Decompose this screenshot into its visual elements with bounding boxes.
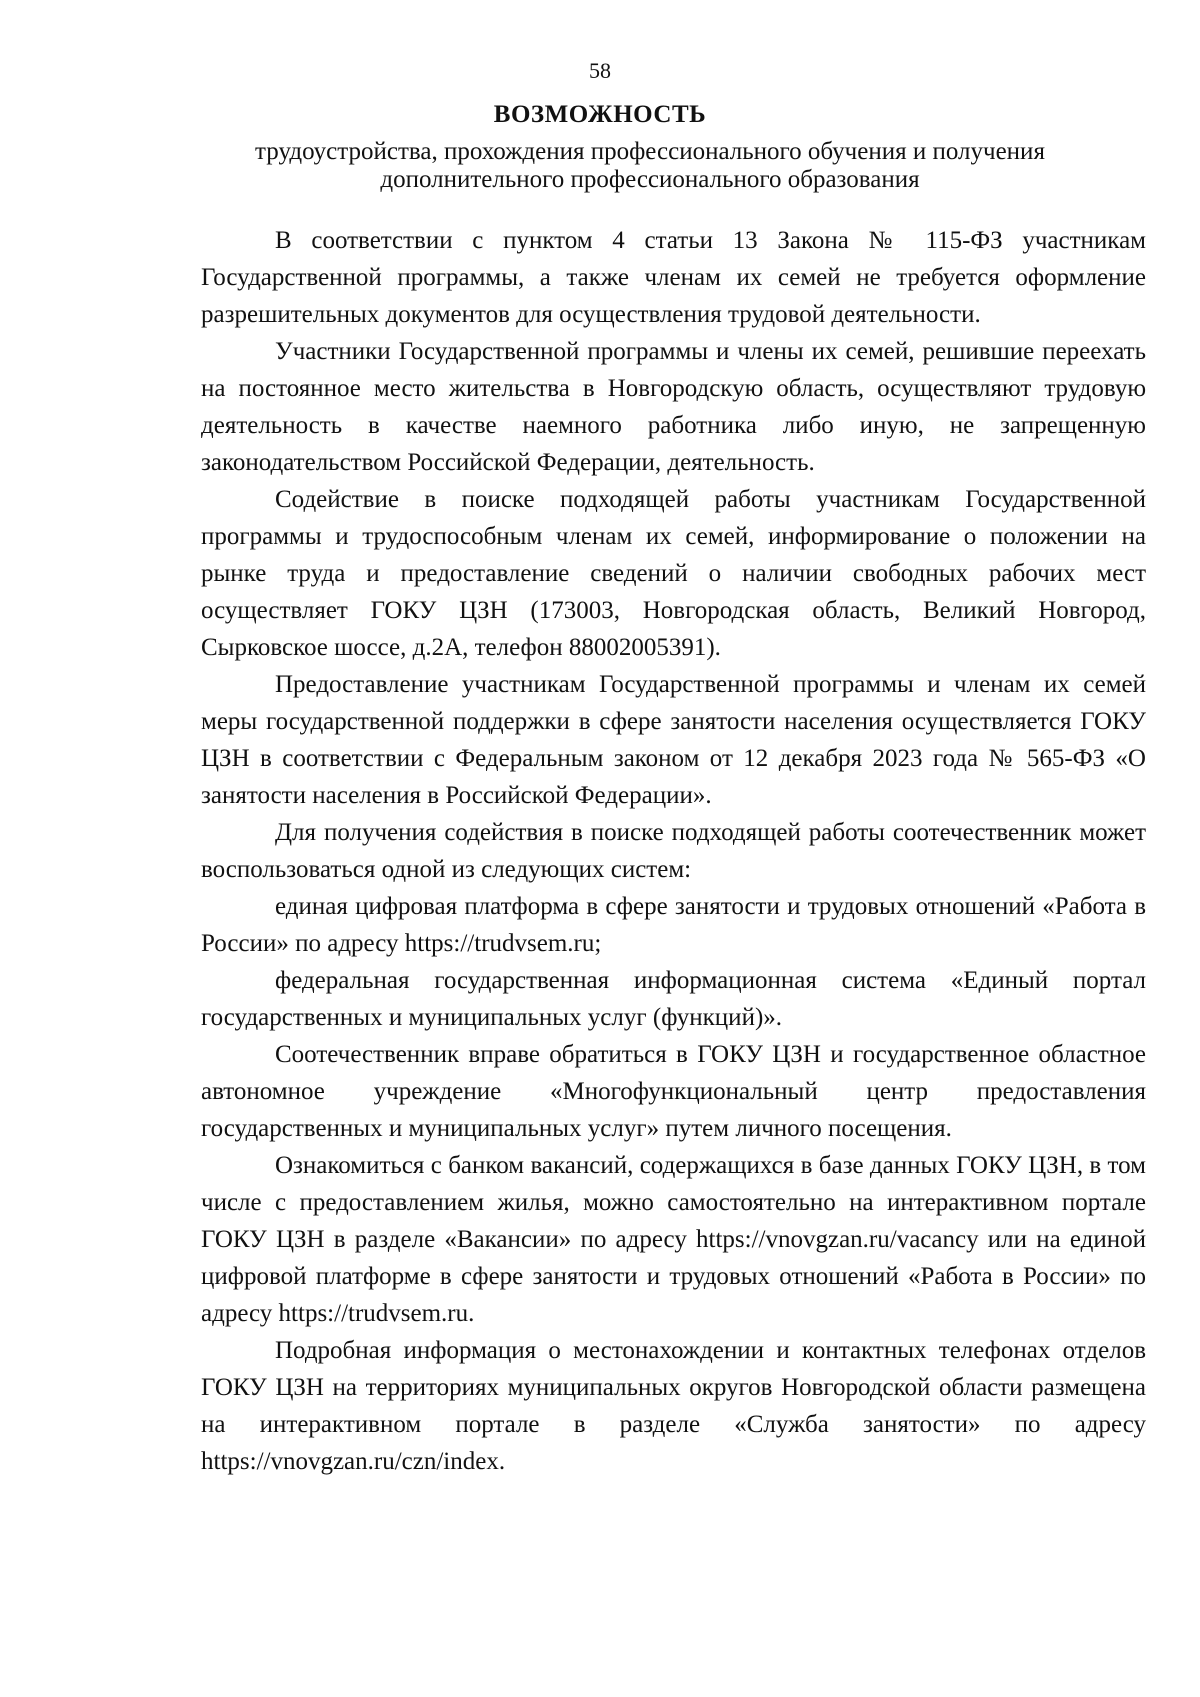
document-body — [201, 222, 1146, 1480]
paragraph-state-support: Предоставление участникам Государственной программы и членам их семей меры государственной поддержки в сфере занятости населения осуществляется ГОКУ ЦЗН в соответствии с Федеральным законом от 12 декабря 2023 года № 565-ФЗ «О занятости населения в Российской Федерации». — [201, 671, 1146, 809]
page-number: 58 — [589, 58, 611, 83]
document-subtitle: трудоустройства, прохождения профессионального обучения и получения дополнительного профессионального образования — [255, 138, 1045, 193]
paragraph-job-search-assistance: Содействие в поиске подходящей работы участникам Государственной программы и трудоспособным членам их семей, информирование о положении на рынке труда и предоставление сведений о наличии свободных рабочих мест осуществляет ГОКУ ЦЗН (173003, Новгородская область, Великий Новгород, Сырковское шоссе, д.2А, телефон 88002005391). — [201, 486, 1146, 661]
paragraph-vacancy-bank: Ознакомиться с банком вакансий, содержащихся в базе данных ГОКУ ЦЗН, в том числе с предоставлением жилья, можно самостоятельно на интерактивном портале ГОКУ ЦЗН в разделе «Вакансии» по адресу https://vnovgzan.ru/vacancy или на единой цифровой платформе в сфере занятости и трудовых отношений «Работа в России» по адресу https://trudvsem.ru. — [201, 1152, 1146, 1327]
paragraph-labor-activity: Участники Государственной программы и члены их семей, решившие переехать на постоянное место жительства в Новгородскую область, осуществляют трудовую деятельность в качестве наемного работника либо иную, не запрещенную законодательством Российской Федерации, деятельность. — [201, 338, 1146, 476]
paragraph-contact-info: Подробная информация о местонахождении и контактных телефонах отделов ГОКУ ЦЗН на территориях муниципальных округов Новгородской области размещена на интерактивном портале в разделе «Служба занятости» по адресу https://vnovgzan.ru/czn/index. — [201, 1337, 1146, 1475]
paragraph-in-person-visit: Соотечественник вправе обратиться в ГОКУ ЦЗН и государственное областное автономное учреждение «Многофункциональный центр предоставления государственных и муниципальных услуг» путем личного посещения. — [201, 1041, 1146, 1142]
paragraph-work-permit-exemption: В соответствии с пунктом 4 статьи 13 Закона № 115-ФЗ участникам Государственной программы, а также членам их семей не требуется оформление разрешительных документов для осуществления трудовой деятельности. — [201, 227, 1146, 328]
list-item-gosuslugi: федеральная государственная информационная система «Единый портал государственных и муниципальных услуг (функций)». — [201, 967, 1146, 1031]
paragraph-systems-intro: Для получения содействия в поиске подходящей работы соотечественник может воспользоваться одной из следующих систем: — [201, 819, 1146, 883]
document-title: ВОЗМОЖНОСТЬ — [493, 101, 707, 128]
list-item-trudvsem: единая цифровая платформа в сфере занятости и трудовых отношений «Работа в России» по адресу https://trudvsem.ru; — [201, 893, 1146, 957]
